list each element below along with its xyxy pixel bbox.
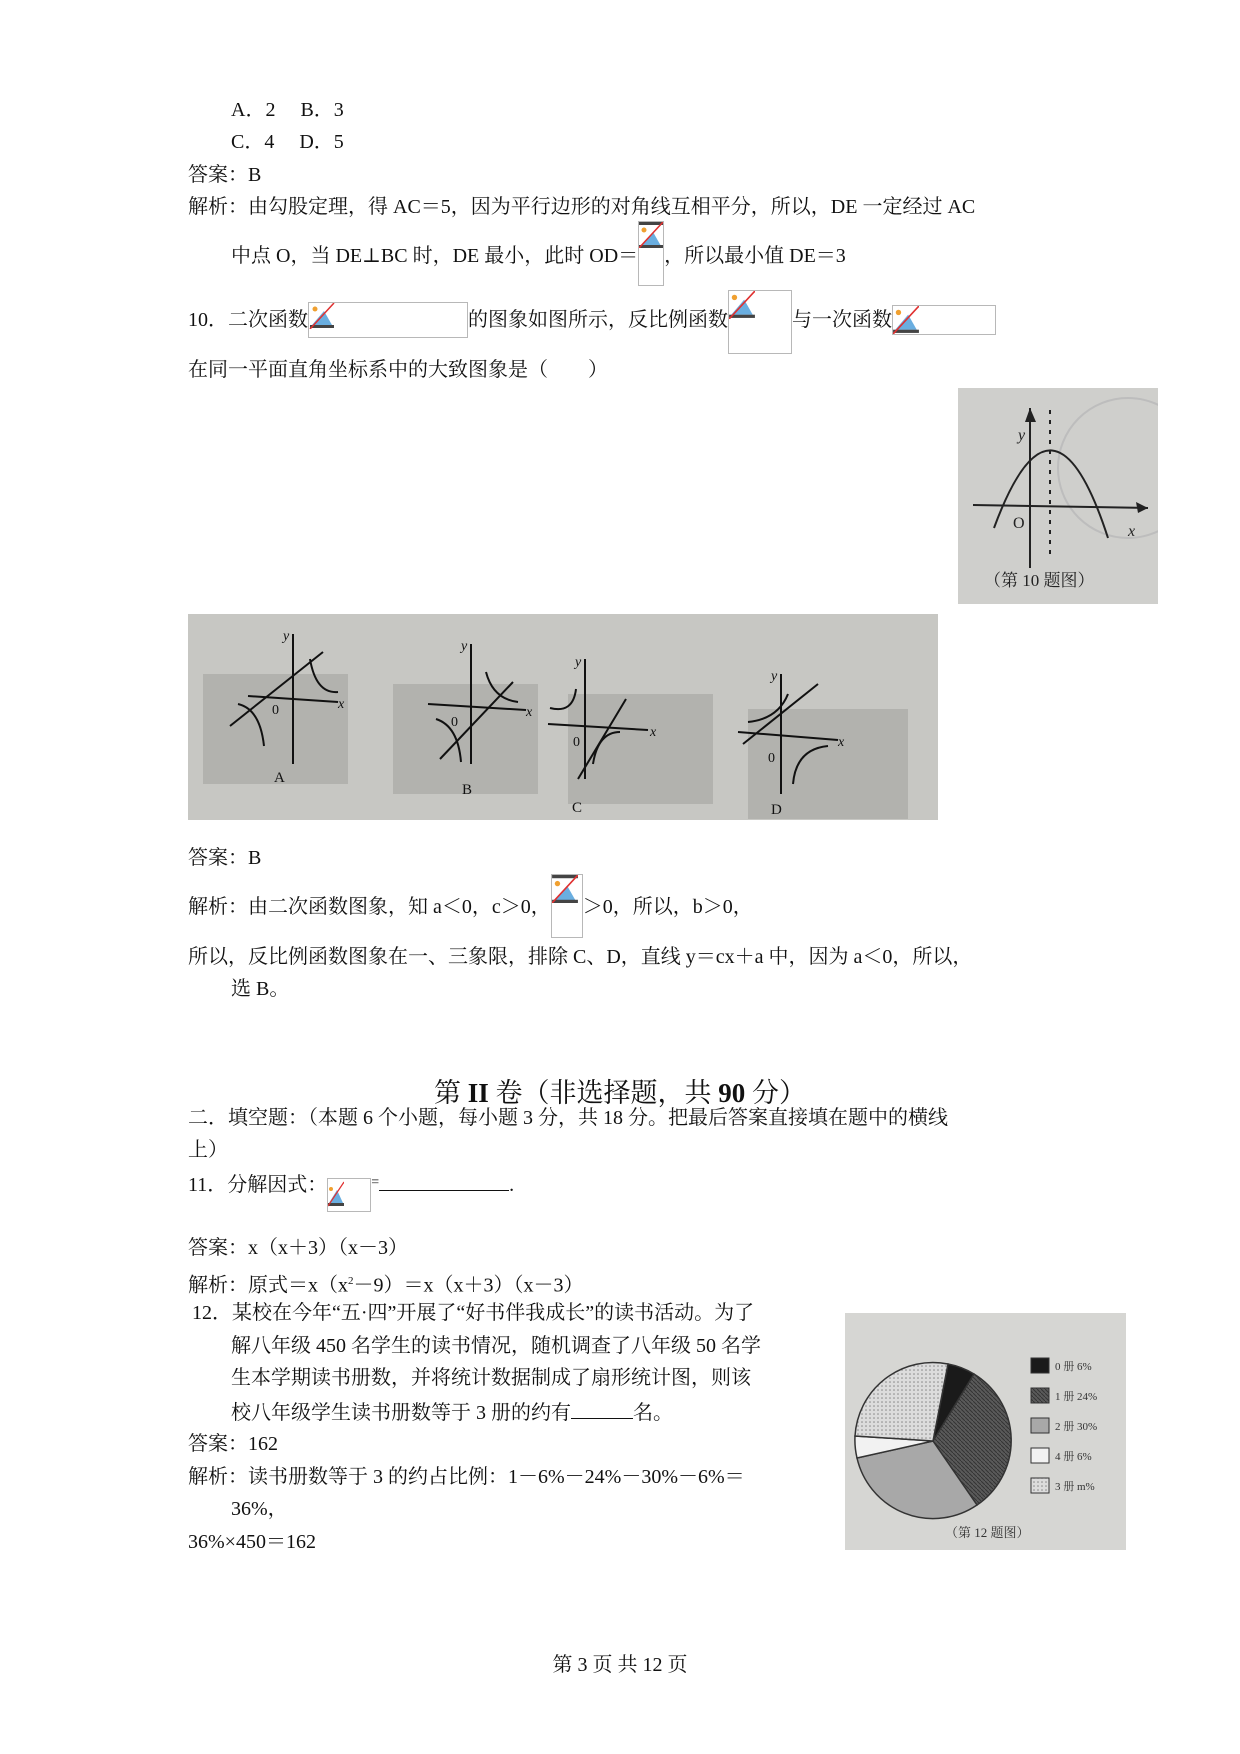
q11-analysis: 解析：原式$=x(x^2-9)=x(x+3)(x-3)$: [188, 1274, 584, 1297]
q12-answer: 答案：162: [188, 1433, 278, 1455]
svg-text:2 册 30%: 2 册 30%: [1055, 1421, 1098, 1433]
q12-analysis-line3: 36%×450＝162: [188, 1531, 316, 1553]
q10-stem-c: 与一次函数: [792, 309, 892, 331]
svg-text:（第 12 题图）: （第 12 题图）: [945, 1525, 1030, 1540]
q11-answer: 答案：x（x＋3）（x－3）: [188, 1237, 408, 1259]
q12-pie-chart: [845, 1313, 1126, 1550]
q10-stem-b: 的图象如图所示，反比例函数: [468, 309, 728, 331]
svg-text:D: D: [771, 802, 782, 818]
q9-analysis-line2: [231, 243, 846, 286]
q11-equals: =: [371, 1175, 380, 1190]
svg-text:3 册 m%: 3 册 m%: [1055, 1481, 1095, 1493]
q10-analysis-line3: 选 B。: [231, 978, 290, 1000]
q10-analysis-line2: 所以，反比例函数图象在一、三象限，排除 C、D，直线 y＝cx＋a 中，因为 a＜0，所以，: [188, 946, 973, 968]
svg-text:4 册 6%: 4 册 6%: [1055, 1451, 1092, 1463]
q9-answer: 答案：B: [188, 164, 262, 186]
broken-image-icon: [638, 221, 664, 286]
broken-image-icon: [551, 874, 583, 938]
broken-image-icon: [892, 305, 996, 335]
svg-text:C: C: [572, 800, 583, 816]
q11-answer-blank[interactable]: [379, 1170, 509, 1191]
svg-text:y: y: [1018, 427, 1026, 444]
q9-options-row2: C．4 D．5: [231, 131, 344, 153]
svg-text:O: O: [1013, 515, 1025, 532]
q9-options-row1: A．2 B．3: [231, 99, 344, 121]
svg-text:y: y: [771, 669, 778, 684]
q10-stem: [188, 307, 996, 354]
q11-stem: 11．分解因式： = .: [188, 1170, 514, 1212]
q9-analysis-line1: 解析：由勾股定理，得 AC＝5，因为平行边形的对角线互相平分，所以，DE 一定经过 AC: [188, 196, 976, 218]
broken-image-icon: [327, 1178, 371, 1212]
svg-text:（第 10 题图）: （第 10 题图）: [984, 571, 1095, 590]
svg-text:x: x: [650, 725, 657, 740]
q10-options-figure: [188, 614, 938, 820]
svg-text:y: y: [575, 655, 582, 670]
q12-line3: 生本学期读书册数，并将统计数据制成了扇形统计图，则该: [231, 1367, 751, 1389]
svg-text:0: 0: [573, 735, 580, 750]
svg-text:B: B: [462, 782, 473, 798]
svg-text:x: x: [838, 735, 845, 750]
svg-text:0: 0: [451, 715, 458, 730]
q12-answer-blank[interactable]: [571, 1398, 633, 1419]
q11-stem-text: 11．分解因式：: [188, 1174, 328, 1196]
svg-text:x: x: [338, 697, 345, 712]
q10-figure: [958, 388, 1158, 604]
q12-analysis-line1: 解析：读书册数等于 3 的约占比例：1－6%－24%－30%－6%＝: [188, 1466, 745, 1488]
svg-text:A: A: [274, 770, 285, 786]
svg-text:0: 0: [768, 751, 775, 766]
svg-text:0 册 6%: 0 册 6%: [1055, 1361, 1092, 1373]
q10-analysis-b: ＞0，所以，b＞0，: [582, 896, 753, 918]
broken-image-icon: [308, 302, 468, 338]
section-title: 第 II 卷（非选择题，共 90 分）: [433, 1078, 806, 1108]
broken-image-icon: [728, 290, 792, 354]
q10-stem-line2: 在同一平面直角坐标系中的大致图象是（ ）: [188, 359, 608, 381]
q10-analysis-line1: [188, 894, 753, 938]
svg-text:1 册 24%: 1 册 24%: [1055, 1391, 1098, 1403]
q12-line4: 校八年级学生读书册数等于 3 册的约有 名。: [231, 1398, 673, 1426]
q9-analysis-text-a: 中点 O，当 DE⊥BC 时，DE 最小，此时 OD＝: [231, 245, 639, 267]
q10-stem-a: 10．二次函数: [188, 309, 308, 331]
q10-analysis-a: 解析：由二次函数图象，知 a＜0，c＞0，: [188, 896, 551, 918]
page-footer: 第 3 页 共 12 页: [552, 1654, 688, 1676]
section-instructions-line1: 二．填空题：（本题 6 个小题，每小题 3 分，共 18 分。把最后答案直接填在题中的横线: [188, 1107, 948, 1129]
svg-text:x: x: [526, 705, 533, 720]
svg-text:y: y: [283, 629, 290, 644]
q12-line1: 12．某校在今年“五·四”开展了“好书伴我成长”的读书活动。为了: [192, 1302, 755, 1324]
svg-text:x: x: [1128, 523, 1136, 540]
q10-answer: 答案：B: [188, 847, 262, 869]
q12-line2: 解八年级 450 名学生的读书情况，随机调查了八年级 50 名学: [231, 1335, 761, 1357]
svg-text:0: 0: [272, 703, 279, 718]
svg-text:y: y: [461, 639, 468, 654]
q9-analysis-text-b: ，所以最小值 DE＝3: [664, 245, 846, 267]
q12-analysis-line2: 36%，: [231, 1498, 288, 1520]
section-instructions-line2: 上）: [188, 1139, 228, 1161]
